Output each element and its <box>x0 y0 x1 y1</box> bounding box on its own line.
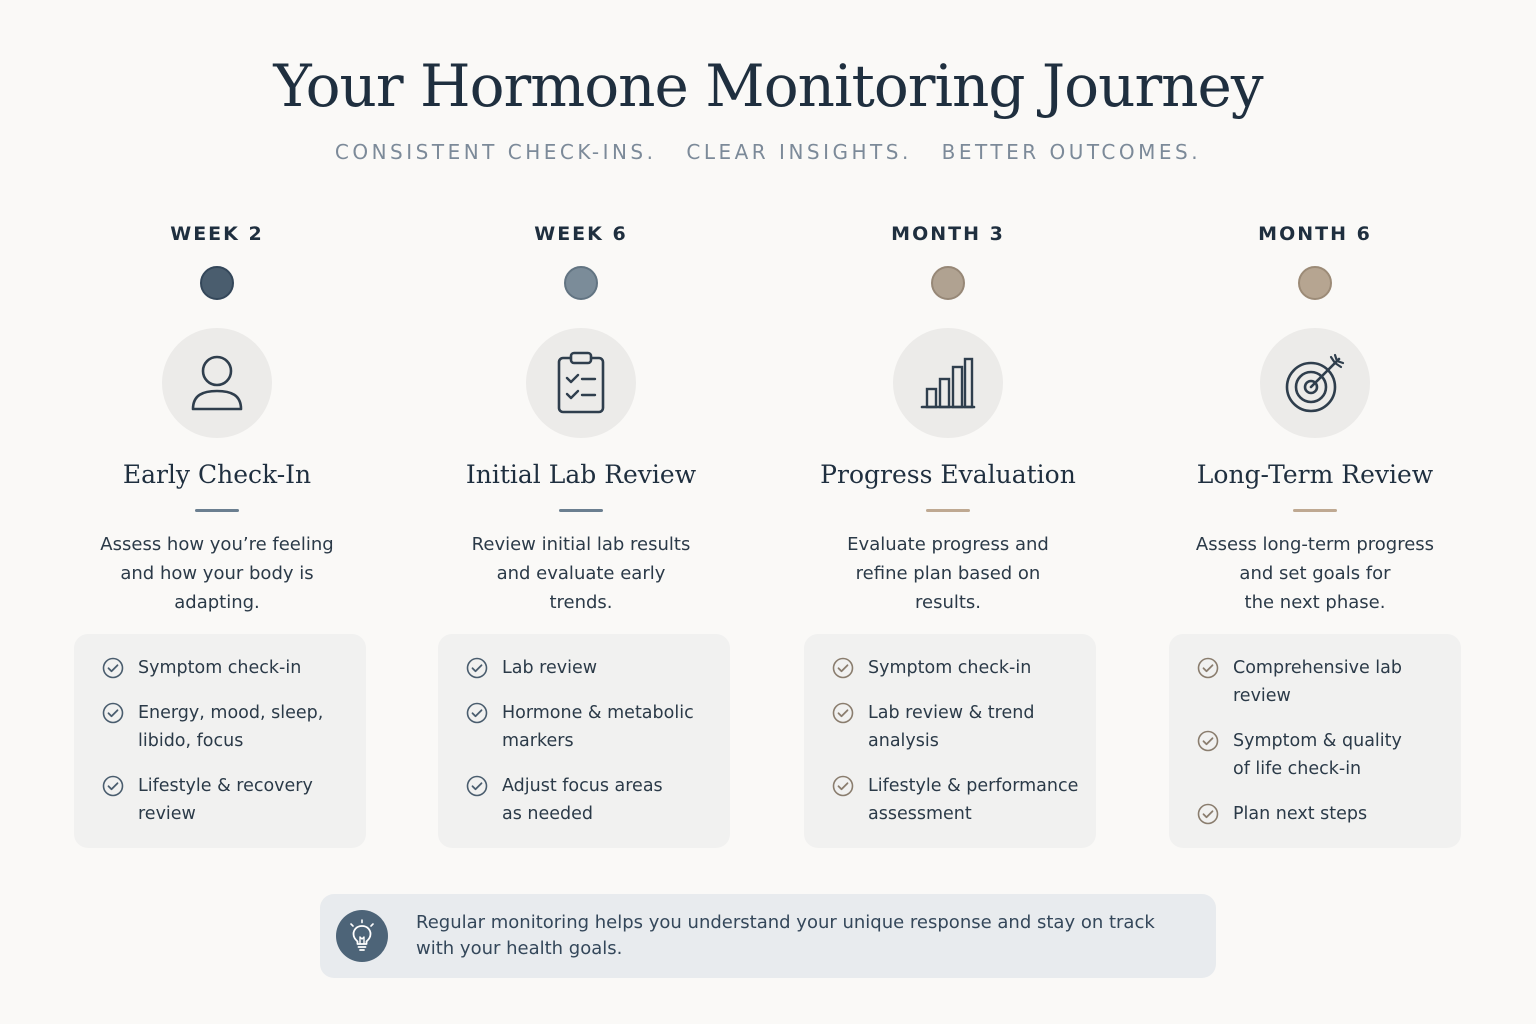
list-item <box>466 654 714 682</box>
stage-label: WEEK 2 <box>170 223 264 245</box>
stage-label: MONTH 6 <box>1258 223 1372 245</box>
title-divider <box>1293 509 1337 512</box>
item-line: Symptom check-in <box>138 658 302 678</box>
check-circle-icon <box>466 702 488 724</box>
timeline-dot-month-3-fill <box>932 267 964 299</box>
check-circle-icon <box>102 702 124 724</box>
stage-week-2 <box>52 220 382 613</box>
list-item <box>1197 727 1445 783</box>
item-line: Symptom check-in <box>868 658 1032 678</box>
desc-line: results. <box>914 592 982 613</box>
list-item <box>832 654 1080 682</box>
clipboard-checklist-icon <box>526 328 636 438</box>
check-circle-icon <box>1197 657 1219 679</box>
timeline-dot-month-6-fill <box>1299 267 1331 299</box>
timeline <box>0 0 1536 320</box>
check-circle-icon <box>102 657 124 679</box>
person-icon <box>162 328 272 438</box>
title-divider <box>559 509 603 512</box>
item-line: analysis <box>868 731 939 751</box>
item-line: Hormone & metabolic <box>502 703 694 723</box>
stage-week-6 <box>416 220 746 613</box>
bar-chart-icon <box>893 328 1003 438</box>
stage-month-6 <box>1150 220 1480 613</box>
stage-title: Progress Evaluation <box>820 460 1076 489</box>
item-line: as needed <box>502 804 594 824</box>
note-text <box>416 910 1196 962</box>
checklist-card-week-6 <box>438 634 730 848</box>
item-line: Lab review <box>502 658 598 678</box>
subtitle-part: CONSISTENT CHECK-INS. <box>334 140 657 164</box>
subtitle-part: CLEAR INSIGHTS. <box>686 140 912 164</box>
list-item <box>1197 654 1445 710</box>
timeline-dot-week-6-fill <box>565 267 597 299</box>
list-item <box>832 699 1080 755</box>
title-divider <box>195 509 239 512</box>
subtitle-part: BETTER OUTCOMES. <box>941 140 1202 164</box>
desc-line: Assess long-term progress <box>1195 534 1435 555</box>
check-circle-icon <box>1197 803 1219 825</box>
desc-line: adapting. <box>174 592 260 613</box>
checklist-card-week-2 <box>74 634 366 848</box>
stage-description <box>72 530 362 617</box>
stage-title: Initial Lab Review <box>465 460 697 489</box>
item-line: of life check-in <box>1233 759 1362 779</box>
check-circle-icon <box>1197 730 1219 752</box>
item-line: libido, focus <box>138 731 244 751</box>
timeline-dot-week-2-fill <box>201 267 233 299</box>
item-line: assessment <box>868 804 972 824</box>
list-item <box>832 772 1080 828</box>
check-circle-icon <box>832 657 854 679</box>
item-line: Adjust focus areas <box>502 776 663 796</box>
item-line: Lifestyle & performance <box>868 776 1079 796</box>
item-line: Lifestyle & recovery <box>138 776 313 796</box>
item-line: Energy, mood, sleep, <box>138 703 324 723</box>
lightbulb-icon <box>336 910 388 962</box>
note-line: Regular monitoring helps you understand your unique response and stay on track <box>416 912 1155 933</box>
stage-title: Long-Term Review <box>1196 460 1434 489</box>
page-title: Your Hormone Monitoring Journey <box>273 52 1263 120</box>
check-circle-icon <box>466 657 488 679</box>
item-line: review <box>1233 686 1291 706</box>
checklist-card-month-3 <box>804 634 1096 848</box>
stage-title: Early Check-In <box>122 460 312 489</box>
check-circle-icon <box>832 702 854 724</box>
item-line: review <box>138 804 196 824</box>
stage-month-3 <box>783 220 1113 613</box>
note-line: with your health goals. <box>416 938 623 959</box>
list-item <box>102 772 350 828</box>
stage-description <box>436 530 726 617</box>
check-circle-icon <box>832 775 854 797</box>
desc-line: the next phase. <box>1244 592 1386 613</box>
item-line: Lab review & trend <box>868 703 1035 723</box>
stage-label: MONTH 3 <box>891 223 1005 245</box>
desc-line: trends. <box>549 592 613 613</box>
list-item <box>102 654 350 682</box>
desc-line: refine plan based on <box>855 563 1041 584</box>
item-line: markers <box>502 731 574 751</box>
item-line: Symptom & quality <box>1233 731 1402 751</box>
item-line: Plan next steps <box>1233 804 1368 824</box>
desc-line: Evaluate progress and <box>847 534 1049 555</box>
list-item <box>466 772 714 828</box>
list-item <box>466 699 714 755</box>
desc-line: and set goals for <box>1239 563 1391 584</box>
title-divider <box>926 509 970 512</box>
check-circle-icon <box>466 775 488 797</box>
stage-label: WEEK 6 <box>534 223 628 245</box>
item-line: Comprehensive lab <box>1233 658 1402 678</box>
checklist-card-month-6 <box>1169 634 1461 848</box>
list-item <box>1197 800 1445 828</box>
desc-line: and how your body is <box>120 563 314 584</box>
target-arrow-icon <box>1260 328 1370 438</box>
desc-line: Assess how you’re feeling <box>100 534 334 555</box>
desc-line: Review initial lab results <box>471 534 691 555</box>
stage-description <box>803 530 1093 617</box>
list-item <box>102 699 350 755</box>
info-note <box>320 894 1216 978</box>
desc-line: and evaluate early <box>496 563 666 584</box>
check-circle-icon <box>102 775 124 797</box>
stage-description <box>1170 530 1460 617</box>
